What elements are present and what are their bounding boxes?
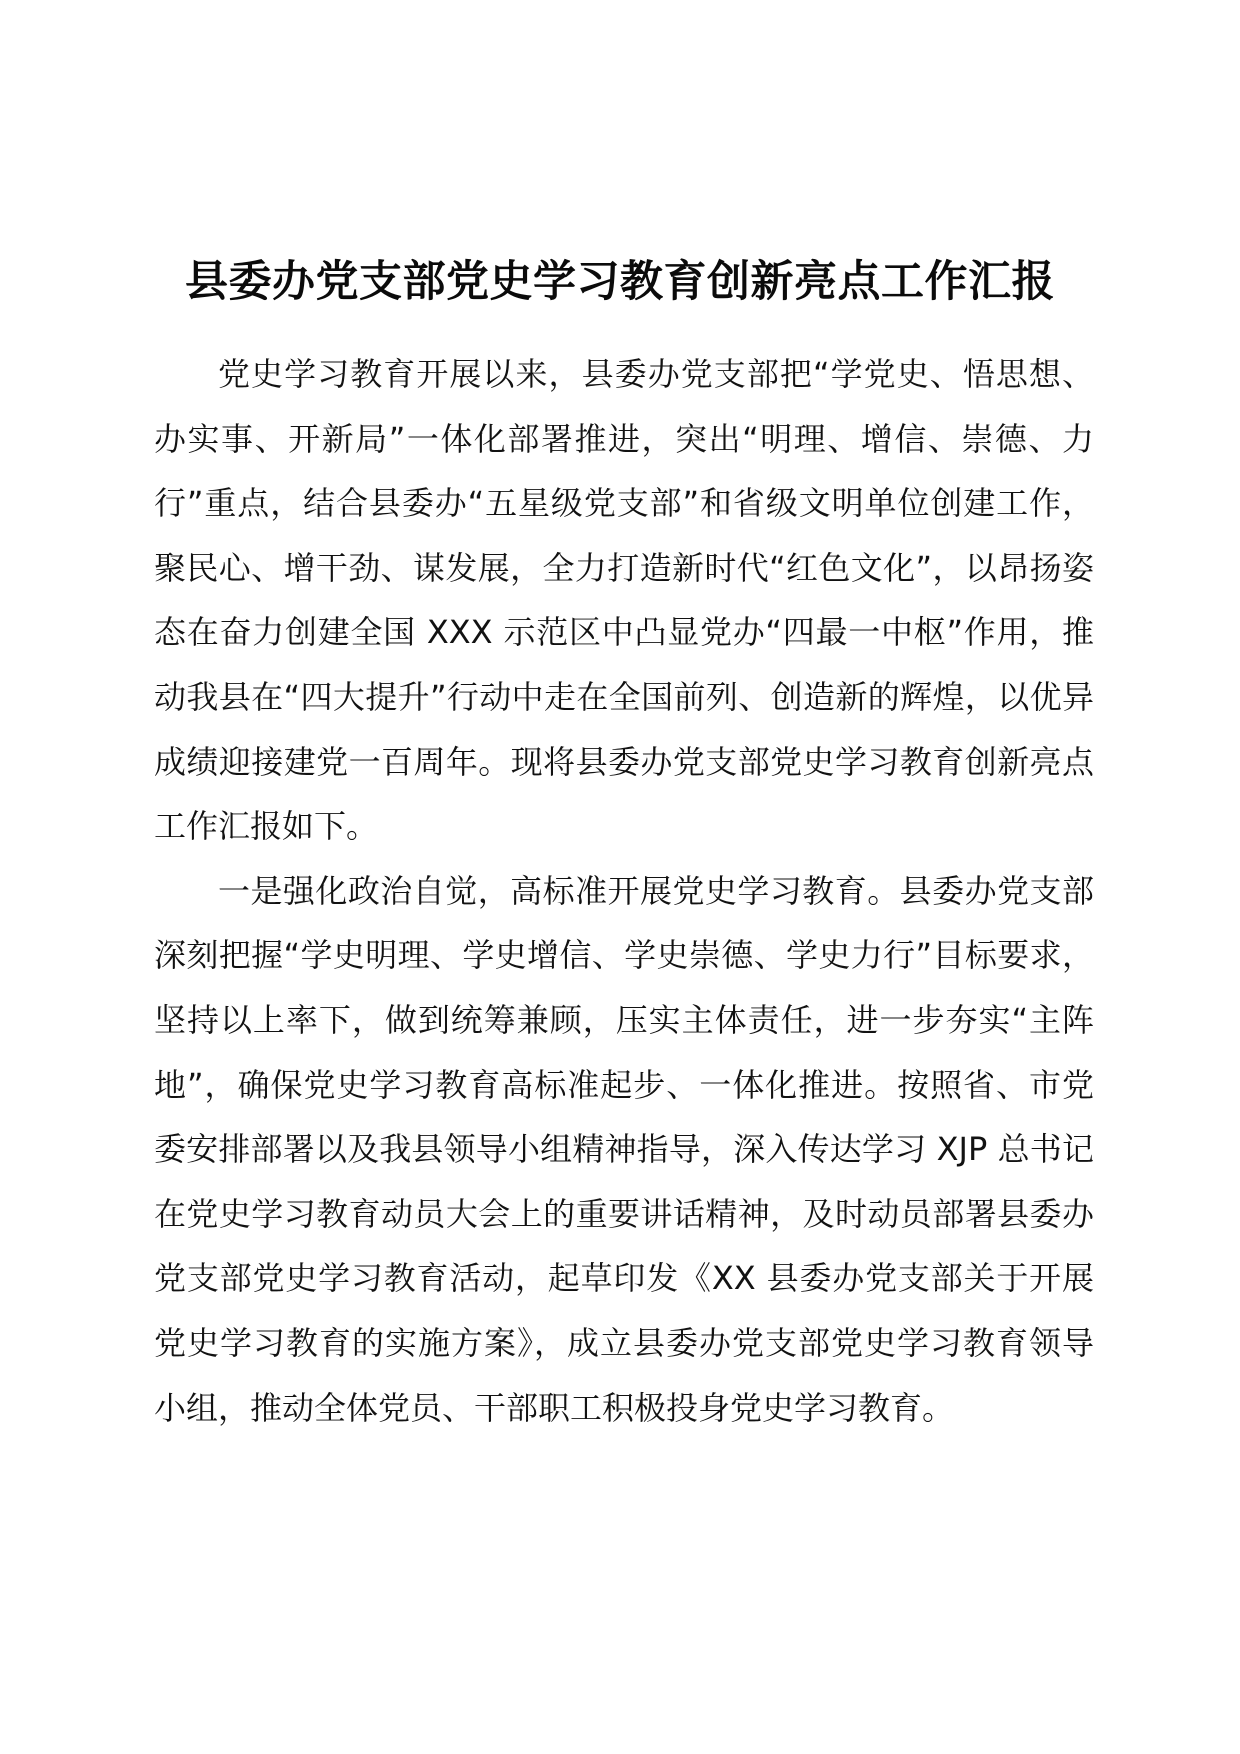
- paragraph-point-one: 一是强化政治自觉，高标准开展党史学习教育。县委办党支部深刻把握“学史明理、学史增信、学史崇德、学史力行”目标要求，坚持以上率下，做到统筹兼顾，压实主体责任，进一步夯实“主阵地”，确保党史学习教育高标准起步、一体化推进。按照省、市党委安排部署以及我县领导小组精神指导，深入传达学习 XJP 总书记在党史学习教育动员大会上的重要讲话精神，及时动员部署县委办党支部党史学习教育活动，起草印发《XX 县委办党支部关于开展党史学习教育的实施方案》，成立县委办党支部党史学习教育领导小组，推动全体党员、干部职工积极投身党史学习教育。: [154, 871, 1094, 1427]
- paragraph-intro: 党史学习教育开展以来，县委办党支部把“学党史、悟思想、办实事、开新局”一体化部署推进，突出“明理、增信、崇德、力行”重点，结合县委办“五星级党支部”和省级文明单位创建工作，聚民心、增干劲、谋发展，全力打造新时代“红色文化”，以昂扬姿态在奋力创建全国 XXX 示范区中凸显党办“四最一中枢”作用，推动我县在“四大提升”行动中走在全国前列、创造新的辉煌，以优异成绩迎接建党一百周年。现将县委办党支部党史学习教育创新亮点工作汇报如下。: [154, 355, 1094, 846]
- document-title: 县委办党支部党史学习教育创新亮点工作汇报: [185, 257, 1055, 307]
- document-body: [154, 342, 1094, 1440]
